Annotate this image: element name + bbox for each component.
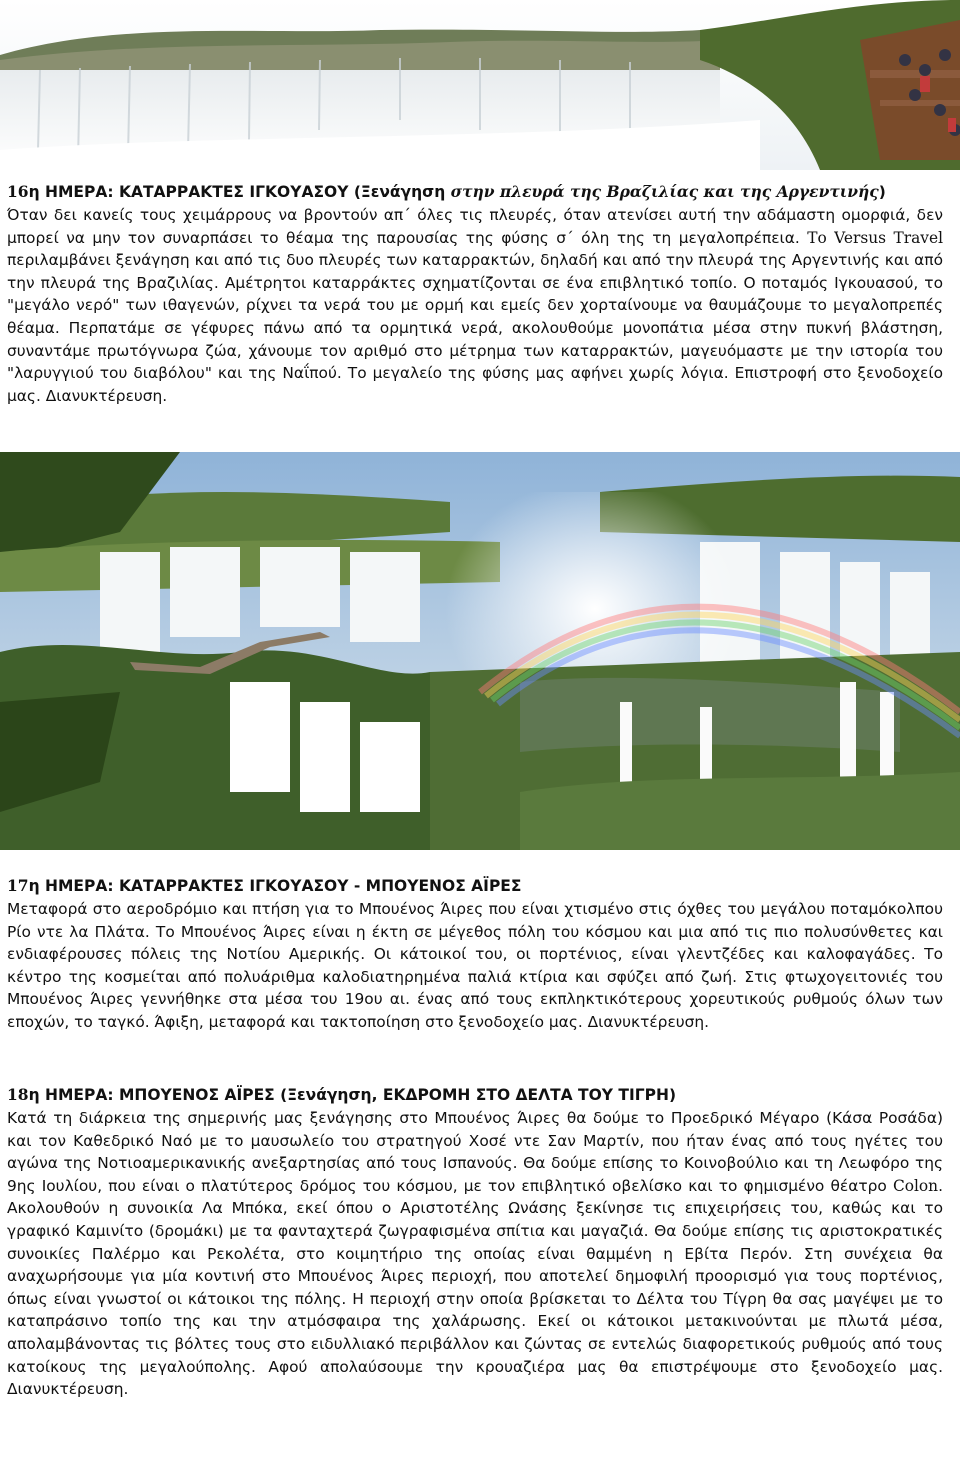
brand-name: Το Versus Travel <box>807 228 943 247</box>
day-number: 16 <box>7 182 29 201</box>
day-16-heading <box>7 181 943 203</box>
day-18-heading <box>7 1084 943 1106</box>
day-16-description <box>7 204 943 407</box>
day-18-section <box>7 1084 943 1401</box>
text-part: Κατά τη διάρκεια της σημερινής μας ξενάγησης στο Μπουένος Άιρες θα δούμε το Προεδρικό Μέγαρο (Κάσα Ροσάδα) και τον Καθεδρικό Ναό με το μαυσωλείο του στρατηγού Χοσέ ντε Σαν Μαρτίν, που ήταν ένας από τους ηγέτες του αγώνα της Νοτιοαμερικανικής ανεξαρτησίας από τους Ισπανούς. Θα δούμε επίσης το Κοινοβούλιο και τη Λεωφόρο της 9ης Ιουλίου, που είναι ο πλατύτερος δρόμος του κόσμου, με τον επιβλητικό οβελίσκο και το φημισμένο θέατρο <box>7 1109 943 1195</box>
closing-paren: ) <box>878 183 886 201</box>
text-part: Όταν δει κανείς τους χειμάρρους να βροντούν απ΄ όλες τις πλευρές, όταν ατενίσει αυτή την αδάμαστη ομορφιά, δεν μπορεί να μην τον συναρπάσει το θέαμα της παρουσίας της φύσης σ΄ όλη της τη μεγαλοπρέπεια. <box>7 206 943 247</box>
iguazu-falls-photo <box>0 452 960 850</box>
day-number: 18 <box>7 1085 29 1104</box>
waterfall-panorama-photo <box>0 0 960 170</box>
day-18-title: η ΗΜΕΡΑ: ΜΠΟΥΕΝΟΣ ΑΪΡΕΣ (Ξενάγηση, ΕΚΔΡΟΜΗ ΣΤΟ ΔΕΛΤΑ ΤΟΥ ΤΙΓΡΗ) <box>28 1086 677 1104</box>
day-17-title: η ΗΜΕΡΑ: ΚΑΤΑΡΡΑΚΤΕΣ ΙΓΚΟΥΑΣΟΥ - ΜΠΟΥΕΝΟΣ ΑΪΡΕΣ <box>28 877 522 895</box>
day-number: 17 <box>7 876 29 895</box>
theater-name: Colon <box>892 1176 939 1195</box>
day-17-heading <box>7 875 943 897</box>
day-18-description <box>7 1107 943 1401</box>
day-16-section <box>7 181 943 407</box>
text-part: . Ακολουθούν η συνοικία Λα Μπόκα, εκεί όπου ο Αριστοτέλης Ωνάσης ξεκίνησε τις επιχειρήσεις του, καθώς και το γραφικό Καμινίτο (δρομάκι) με τα φανταχτερά ζωγραφισμένα σπίτια και μαγαζιά. Θα δούμε επίσης τις αριστοκρατικές συνοικίες Παλέρμο και Ρεκολέτα, στο κοιμητήριο της οποίας είναι θαμμένη η Εβίτα Περόν. Στη συνέχεια θα αναχωρήσουμε για μία κοντινή στο Μπουένος Άιρες περιοχή, που αποτελεί δημοφιλή προορισμό για τους πορτένιος, όπως είναι γνωστοί οι κάτοικοι της πόλης. Η περιοχή στην οποία βρίσκεται το Δέλτα του Τίγρη θα σας μαγέψει με το καταπράσινο τοπίο της και την ατμόσφαιρα της χαλάρωσης. Εκεί οι κάτοικοι μετακινούνται με πλωτά μέσα, απολαμβάνοντας τις βόλτες τους στο ειδυλλιακό περιβάλλον και ζώντας σε εντελώς διαφορετικούς ρυθμούς από τους κατοίκους της μεγαλούπολης. Αφού απολαύσουμε την κρουαζιέρα μας θα επιστρέψουμε στο ξενοδοχείο μας. Διανυκτέρευση. <box>7 1176 943 1399</box>
day-17-section <box>7 875 943 1034</box>
day-16-title: η ΗΜΕΡΑ: ΚΑΤΑΡΡΑΚΤΕΣ ΙΓΚΟΥΑΣΟΥ (Ξενάγηση <box>28 183 451 201</box>
text-part: περιλαμβάνει ξενάγηση και από τις δυο πλευρές των καταρρακτών, δηλαδή και από την πλευρά της Αργεντινής και από την πλευρά της Βραζιλίας. Αμέτρητοι καταρράκτες σχηματίζονται σε ένα επιβλητικό τοπίο. Ο ποταμός Ιγκουασού, το "μεγάλο νερό" των ιθαγενών, ρίχνει τα νερά του με ορμή και εμείς δεν χορταίνουμε να θαυμάζουμε το μεγαλοπρεπές θέαμα. Περπατάμε σε γέφυρες πάνω από τα ορμητικά νερά, ακολουθούμε μονοπάτια μέσα στην πυκνή βλάστηση, συναντάμε πρωτόγνωρα ζώα, χάνουμε τον αριθμό στο μέτρημα των καταρρακτών, μαγευόμαστε με την ιστορία του "λαρυγγιού του διαβόλου" και της Ναΐπού. Το μεγαλείο της φύσης μας αφήνει χωρίς λόγια. Επιστροφή στο ξενοδοχείο μας. Διανυκτέρευση. <box>7 251 943 405</box>
day-16-subtitle: στην πλευρά της Βραζιλίας και της Αργεντινής <box>450 182 879 201</box>
text-part: Μεταφορά στο αεροδρόμιο και πτήση για το Μπουένος Άιρες που είναι χτισμένο στις όχθες του μεγάλου ποταμόκολπου Ρίο ντε λα Πλάτα. Το Μπουένος Άιρες είναι η έκτη σε μέγεθος πόλη του κόσμου και μια από τις πιο πολυσύνθετες και ενδιαφέρουσες πόλεις της Νοτίου Αμερικής. Οι κάτοικοί του, οι πορτένιος, είναι γλεντζέδες και καλοφαγάδες. Το κέντρο της κοσμείται από πολυάριθμα καλοδιατηρημένα παλιά κτίρια και σφύζει από ζωή. Στις φτωχογειτονιές του Μπουένος Άιρες γεννήθηκε στα μέσα του 19ου αι. ένας από τους εκπληκτικότερους χορευτικούς ρυθμούς όλων των εποχών, το ταγκό. Άφιξη, μεταφορά και τακτοποίηση στο ξενοδοχείο μας. Διανυκτέρευση. <box>7 900 943 1031</box>
day-17-description <box>7 898 943 1034</box>
